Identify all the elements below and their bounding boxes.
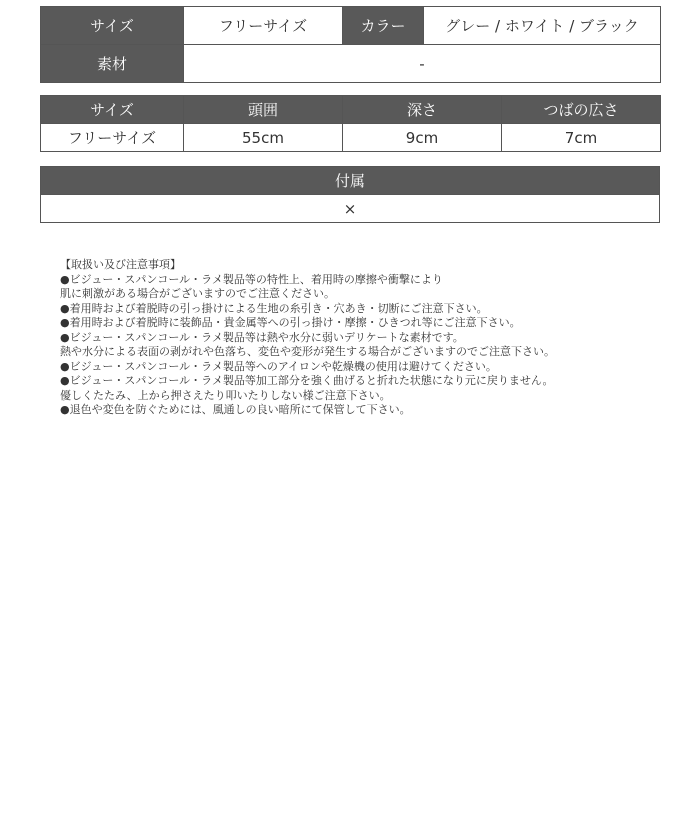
value-head-circumference: 55cm [184,124,343,152]
measurement-table [40,95,661,152]
accessory-value: × [41,195,660,223]
care-note-line: 熱や水分による表面の剥がれや色落ち、変色や変形が発生する場合がございますのでご注意下さい。 [60,345,555,358]
value-brim-width: 7cm [502,124,661,152]
material-label: 素材 [41,45,184,83]
care-note-line: ●退色や変色を防ぐためには、風通しの良い暗所にて保管して下さい。 [60,403,411,416]
value-size: フリーサイズ [41,124,184,152]
accessory-label: 付属 [41,167,660,195]
header-size: サイズ [41,96,184,124]
spec-row-material [41,45,661,83]
measurement-header-row [41,96,661,124]
header-brim-width: つばの広さ [502,96,661,124]
color-value: グレー / ホワイト / ブラック [424,7,661,45]
header-depth: 深さ [343,96,502,124]
care-note-line: ●ビジュー・スパンコール・ラメ製品等の特性上、着用時の摩擦や衝撃により [60,272,443,286]
care-notes [60,258,680,418]
care-note-line: ●着用時および着脱時に装飾品・貴金属等への引っ掛け・摩擦・ひきつれ等にご注意下さい。 [60,316,521,329]
care-note-line: ●ビジュー・スパンコール・ラメ製品等加工部分を強く曲げると折れた状態になり元に戻りません。 [60,374,554,387]
care-note-line: 肌に刺激がある場合がございますのでご注意ください。 [60,287,335,300]
measurement-value-row [41,124,661,152]
care-notes-title: 【取扱い及び注意事項】 [60,258,181,271]
size-label: サイズ [41,7,184,45]
care-note-line: 優しくたたみ、上から押さえたり叩いたりしない様ご注意下さい。 [60,388,391,402]
header-head-circumference: 頭囲 [184,96,343,124]
accessory-value-row [41,195,660,223]
spec-table [40,6,661,83]
care-note-line: ●ビジュー・スパンコール・ラメ製品等へのアイロンや乾燥機の使用は避けてください。 [60,359,497,373]
size-value: フリーサイズ [184,7,343,45]
color-label: カラー [343,7,424,45]
accessory-table [40,166,660,223]
value-depth: 9cm [343,124,502,152]
care-note-line: ●ビジュー・スパンコール・ラメ製品等は熱や水分に弱いデリケートな素材です。 [60,330,464,344]
material-value: - [184,45,661,83]
spec-row-size-color [41,7,661,45]
accessory-header-row [41,167,660,195]
care-note-line: ●着用時および着脱時の引っ掛けによる生地の糸引き・穴あき・切断にご注意下さい。 [60,301,488,315]
